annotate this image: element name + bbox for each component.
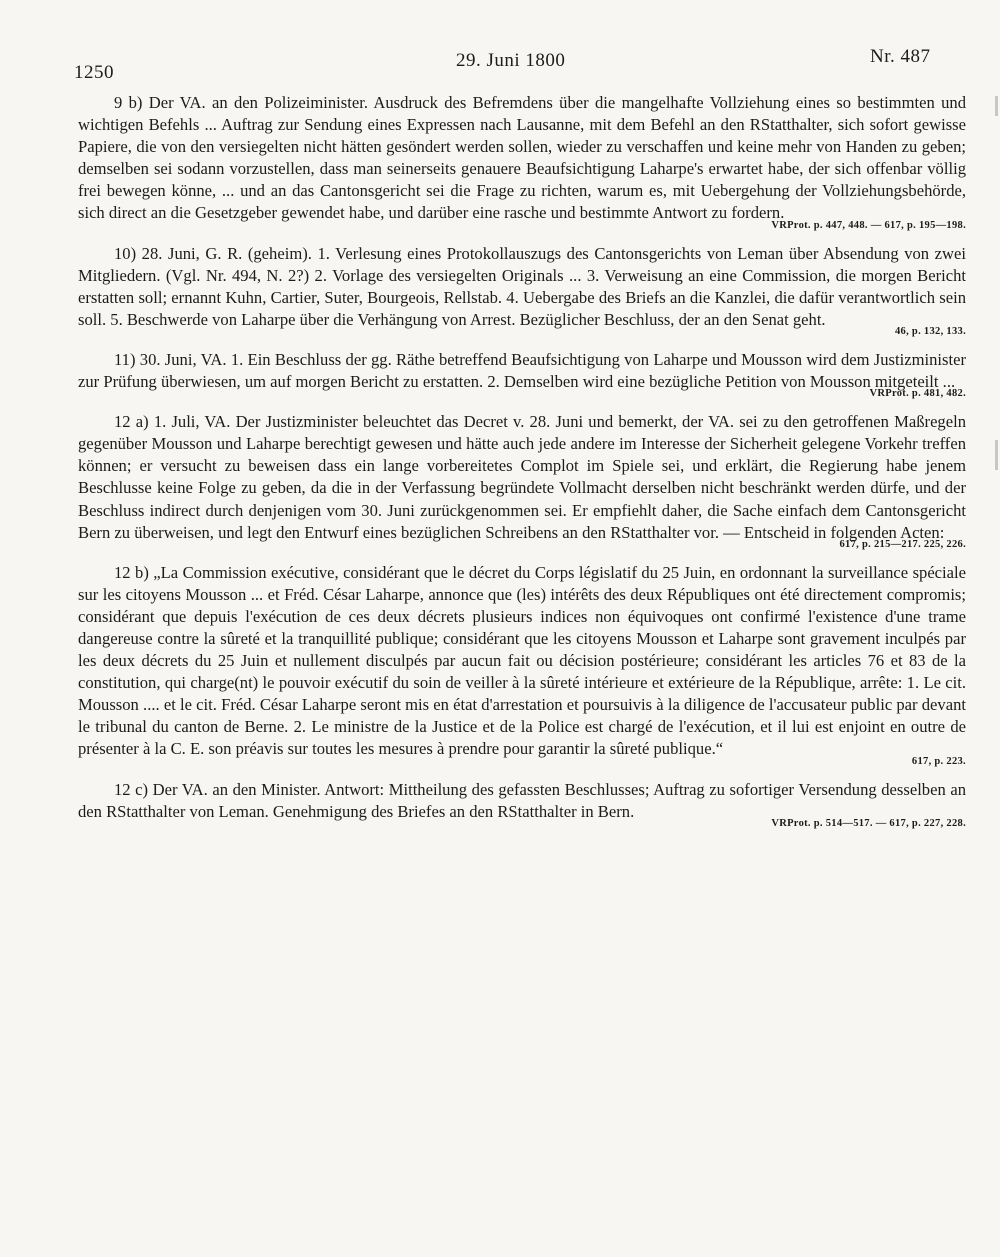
paragraph-12c bbox=[78, 779, 966, 831]
paragraph-text: 11) 30. Juni, VA. 1. Ein Beschluss der gg. Räthe betreffend Beaufsichtigung von Laharpe und Mousson wird dem Justizminister zur Prüfung überwiesen, um auf morgen Bericht zu erstatten. 2. Demselben wird eine bezügliche Petition von Mousson mitgeteilt ... bbox=[78, 349, 966, 392]
paragraph-text: 12 a) 1. Juli, VA. Der Justizminister beleuchtet das Decret v. 28. Juni und bemerkt, der VA. sei zu den getroffenen Maßregeln gegenüber Mousson und Laharpe berechtigt gewesen und hätte auch jede andere im Interesse der Sicherheit gelegene Vorkehr treffen können; er versucht zu beweisen dass ein lange vorbereitetes Complot im Spiele sei, und erklärt, die Regierung habe jenem Beschlusse keine Folge zu geben, da die in der Verfassung begründete Vollmacht derselben nicht beschränkt werden dürfe, und der Beschluss indirect durch denjenigen vom 30. Juni zurückgenommen sei. Er empfiehlt daher, die Sache einfach dem Cantonsgericht Bern zu überweisen, und legt den Entwurf eines bezüglichen Schreibens an den RStatthalter vor. — Entscheid in folgenden Acten: bbox=[78, 412, 966, 542]
paragraph-12a bbox=[78, 411, 966, 552]
header-date: 29. Juni 1800 bbox=[456, 50, 566, 71]
source-reference: VRProt. p. 447, 448. — 617, p. 195—198. bbox=[771, 219, 966, 231]
page-edge-mark bbox=[995, 96, 998, 116]
source-reference: 617, p. 223. bbox=[911, 755, 966, 767]
paragraph-text: 9 b) Der VA. an den Polizeiminister. Ausdruck des Befremdens über die mangelhafte Vollziehung eines so bestimmten und wichtigen Befehls ... Auftrag zur Sendung eines Expressen nach Lausanne, mit dem Befehl an den RStatthalter, sich sofort gewisse Papiere, die von den versiegelten nicht hätten gesöndert werden sollen, wieder zu verschaffen und keine mehr von Handen zu geben; demselben sei sodann vorzustellen, dass man seinerseits genauere Beaufsichtigung Laharpe's erwartet habe, der sich offenbar völlig frei bewegen könne, ... und an das Cantonsgericht sei die Frage zu richten, warum es, mit Uebergehung der Vollziehungsbehörde, sich direct an die Gesetzgeber gewendet habe, und darüber eine rasche und bestimmte Antwort zu fordern. bbox=[78, 93, 966, 223]
source-reference: VRProt. p. 514—517. — 617, p. 227, 228. bbox=[771, 817, 966, 829]
paragraph-text: 10) 28. Juni, G. R. (geheim). 1. Verlesung eines Protokollauszugs des Cantonsgerichts von Leman über Absendung von zwei Mitgliedern. (Vgl. Nr. 494, N. 2?) 2. Vorlage des versiegelten Originals ... 3. Verweisung an eine Commission, die morgen Bericht erstatten soll; ernannt Kuhn, Cartier, Suter, Bourgeois, Rellstab. 4. Uebergabe des Briefs an die Kanzlei, die dafür verantwortlich sein soll. 5. Beschwerde von Laharpe über die Verhängung von Arrest. Bezüglicher Beschluss, der an den Senat geht. bbox=[78, 243, 966, 329]
paragraph-10 bbox=[78, 243, 966, 339]
paragraph-12b bbox=[78, 562, 966, 769]
page-number: 1250 bbox=[74, 62, 114, 83]
source-reference: 46, p. 132, 133. bbox=[894, 325, 966, 337]
document-number: Nr. 487 bbox=[870, 46, 931, 67]
paragraph-11 bbox=[78, 349, 966, 401]
source-reference: VRProt. p. 481, 482. bbox=[869, 388, 966, 400]
body-text bbox=[78, 92, 966, 841]
page-edge-mark bbox=[995, 440, 998, 470]
source-reference: 617, p. 215—217. 225, 226. bbox=[839, 538, 966, 550]
paragraph-text: 12 b) „La Commission exécutive, considérant que le décret du Corps législatif du 25 Juin, en ordonnant la surveillance spéciale sur les citoyens Mousson ... et Fréd. César Laharpe, annonce que (les) intérêts des deux Républiques ont été directement compromis; considérant que depuis l'exécution de ces deux décrets plusieurs indices non équivoques ont confirmé l'existence d'une trame dangereuse contre la sûreté et la tranquillité publique; considérant que les citoyens Mousson et Laharpe sont gravement inculpés par les deux décrets du 25 Juin et nullement disculpés par aucun fait ou décision postérieure; considérant les articles 76 et 83 de la constitution, qui charge(nt) le pouvoir exécutif du soin de veiller à la sûreté intérieure et extérieure de la République, arrête: 1. Le cit. Mousson .... et le cit. Fréd. César Laharpe seront mis en état d'arrestation et poursuivis à la diligence de l'accusateur public par devant le tribunal du canton de Berne. 2. Le ministre de la Justice et de la Police est chargé de l'exécution, et il lui est enjoint en outre de présenter à la C. E. son préavis sur toutes les mesures à prendre pour garantir la sûreté publique.“ bbox=[78, 562, 966, 759]
page-header bbox=[0, 44, 1000, 84]
paragraph-9b bbox=[78, 92, 966, 233]
paragraph-text: 12 c) Der VA. an den Minister. Antwort: Mittheilung des gefassten Beschlusses; Auftrag zu sofortiger Versendung desselben an den RStatthalter von Leman. Genehmigung des Briefes an den RStatthalter in Bern. bbox=[78, 779, 966, 821]
